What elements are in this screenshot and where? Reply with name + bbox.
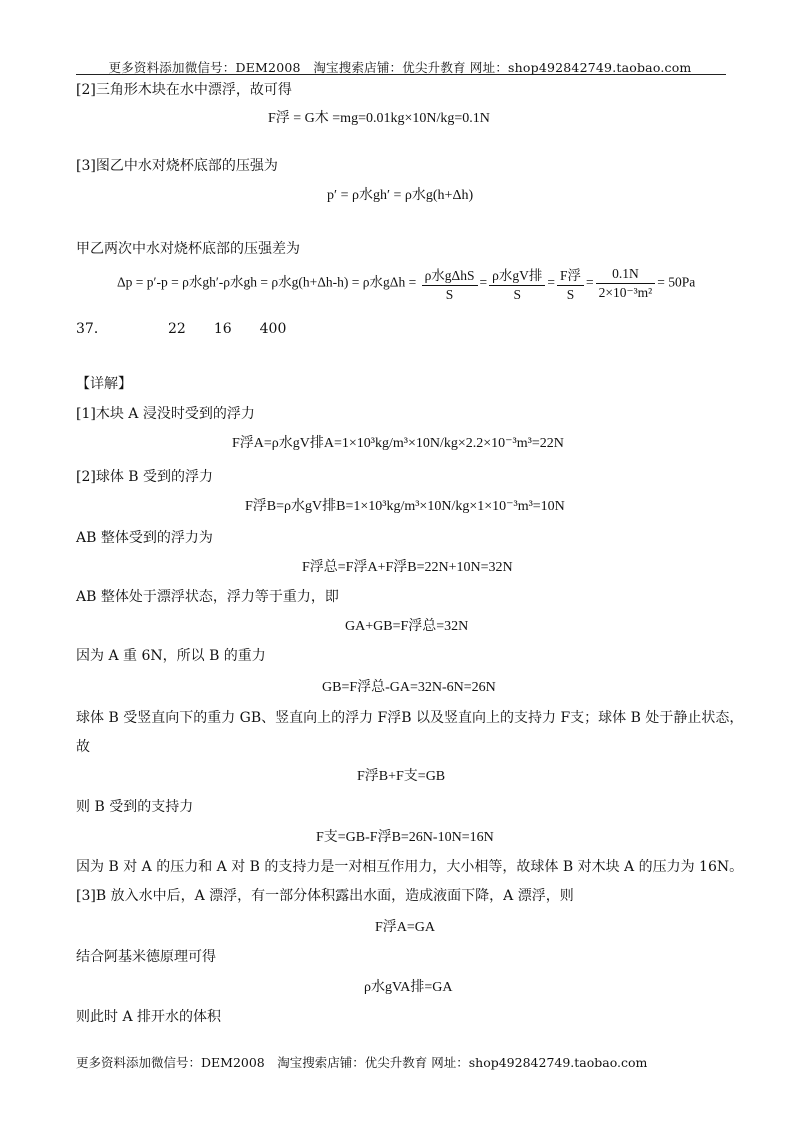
fraction-numerator: 0.1N [596, 266, 656, 284]
equation: F浮A=ρ水gV排A=1×10³kg/m³×10N/kg×2.2×10⁻³m³=22N [232, 436, 564, 451]
text-line: 因为 A 重 6N，所以 B 的重力 [76, 648, 266, 664]
header-divider [76, 74, 726, 75]
equation: p′ = ρ水gh′ = ρ水g(h+Δh) [327, 188, 474, 203]
text-line: 故 [76, 739, 90, 755]
equation: F浮B+F支=GB [357, 769, 446, 784]
text-line: 结合阿基米德原理可得 [76, 949, 216, 965]
fraction [557, 264, 584, 303]
page-footer: 更多资料添加微信号：DEM2008 淘宝搜索店铺：优尖升教育 网址：shop492842749.taobao.com [76, 1055, 648, 1070]
text-line: 因为 B 对 A 的压力和 A 对 B 的支持力是一对相互作用力，大小相等，故球体 B 对木块 A 的压力为 16N。 [76, 859, 744, 875]
equation: F浮A=GA [375, 920, 436, 935]
text-line: 球体 B 受竖直向下的重力 GB、竖直向上的浮力 F浮B 以及竖直向上的支持力 F支；球体 B 处于静止状态， [76, 710, 744, 726]
text-line: [2]球体 B 受到的浮力 [76, 469, 214, 485]
equation: F浮总=F浮A+F浮B=22N+10N=32N [302, 560, 513, 575]
fraction [489, 264, 545, 303]
equation-result: = 50Pa [657, 274, 696, 290]
fraction-denominator: S [566, 287, 575, 302]
equation: F浮B=ρ水gV排B=1×10³kg/m³×10N/kg×1×10⁻³m³=10N [245, 499, 565, 514]
equation: ρ水gVA排=GA [364, 980, 453, 995]
text-line: [3]B 放入水中后，A 漂浮，有一部分体积露出水面，造成液面下降，A 漂浮，则 [76, 888, 574, 904]
text-line: [1]木块 A 浸没时受到的浮力 [76, 406, 255, 422]
equation: F浮 = G木 =mg=0.01kg×10N/kg=0.1N [268, 111, 490, 126]
fraction [596, 266, 656, 301]
equation: GA+GB=F浮总=32N [345, 619, 469, 634]
equation: GB=F浮总-GA=32N-6N=26N [322, 680, 496, 695]
fraction-denominator: S [513, 287, 521, 302]
fraction-denominator: 2×10⁻³m² [598, 285, 653, 300]
equation-main: Δp = p′-p = ρ水gh′-ρ水gh = ρ水g(h+Δh-h) = ρ水gΔh = [117, 274, 417, 290]
text-line: 甲乙两次中水对烧杯底部的压强差为 [76, 241, 300, 257]
equation-pressure-difference: Δp = p′-p = ρ水gh′-ρ水gh = ρ水g(h+Δh-h) = ρ水gΔh = $\frac{\text{ρ水gΔhS}}{S}$ = $\frac{\text{ρ水gV排}}{S}$ = $\frac{\text{F浮}}{S}$ = $\frac{0.1N}{\text{2×10⁻³m²}}$ = 50Pa [117, 266, 696, 302]
text-line: [3]图乙中水对烧杯底部的压强为 [76, 158, 278, 174]
answer-values: 22 16 400 [168, 321, 287, 337]
section-heading: 【详解】 [76, 376, 132, 392]
text-line: 则此时 A 排开水的体积 [76, 1009, 222, 1025]
equation: F支=GB-F浮B=26N-10N=16N [316, 830, 494, 845]
fraction [422, 264, 478, 303]
page-header: 更多资料添加微信号：DEM2008 淘宝搜索店铺：优尖升教育 网址：shop492842749.taobao.com [108, 60, 692, 75]
text-line: AB 整体处于漂浮状态，浮力等于重力，即 [76, 589, 339, 605]
text-line: 则 B 受到的支持力 [76, 799, 194, 815]
fraction-numerator: F浮 [557, 264, 584, 286]
question-number: 37． [76, 321, 108, 337]
text-line: [2]三角形木块在水中漂浮，故可得 [76, 82, 292, 98]
fraction-numerator: ρ水gΔhS [422, 264, 478, 286]
fraction-numerator: ρ水gV排 [489, 264, 545, 286]
text-line: AB 整体受到的浮力为 [76, 530, 213, 546]
fraction-denominator: S [445, 287, 454, 302]
